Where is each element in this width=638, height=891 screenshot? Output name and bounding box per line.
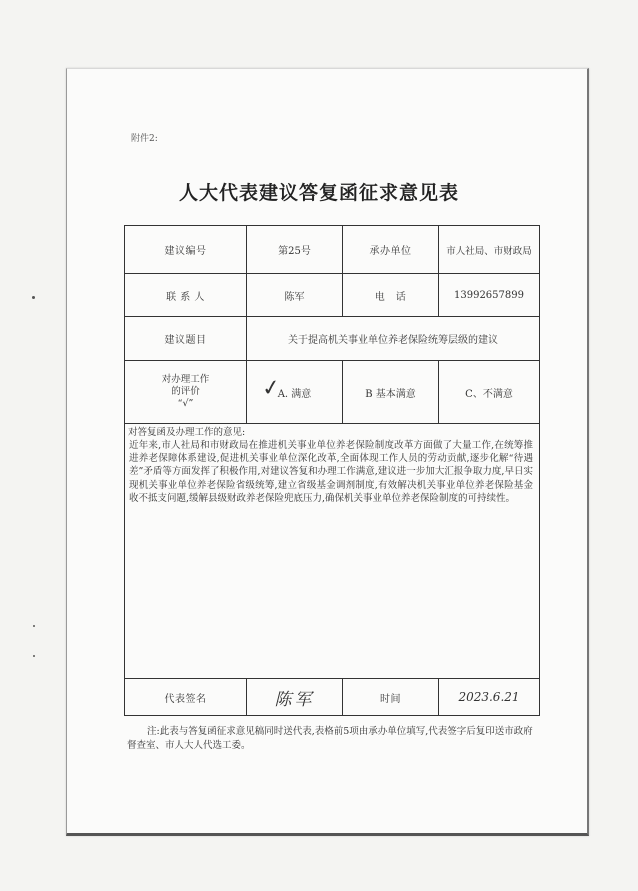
attachment-label: 附件2: [131, 134, 158, 144]
phone-value: 13992657899 [439, 274, 540, 317]
option-b-label: B 基本满意 [365, 388, 416, 400]
opinion-cell [125, 424, 540, 679]
option-c-cell[interactable] [439, 361, 540, 424]
evaluation-label-line1: 对办理工作 [161, 374, 210, 385]
footer-note: 注:此表与答复函征求意见稿同时送代表,表格前5项由承办单位填写,代表签字后复印送市政府督查室、市人大人代选工委。 [127, 726, 533, 751]
opinion-text: 近年来,市人社局和市财政局在推进机关事业单位养老保险制度改革方面做了大量工作,在统筹推进养老保障体系建设,促进机关事业单位深化改革,全面体现工作人员的劳动贡献,逐步化解“待遇差”矛盾等方面发挥了积极作用,对建议答复和办理工作满意,建议进一步加大汇报争取力度,早日实现机关事业单位养老保险省级统筹,建立省级基金调剂制度,有效解决机关事业单位养老保险基金收不抵支问题,缓解县级财政养老保险兜底压力,确保机关事业单位养老保险制度的可持续性。 [129, 440, 533, 504]
option-b-cell[interactable] [343, 361, 439, 424]
scan-speck [32, 296, 35, 299]
checkmark-icon: ✓ [260, 374, 283, 403]
opinion-heading: 对答复函及办理工作的意见: [128, 427, 246, 438]
phone-label: 电 话 [343, 274, 439, 317]
evaluation-label-line3: “√” [177, 398, 194, 409]
handwritten-signature: 陈军 [274, 689, 315, 710]
handling-unit-label: 承办单位 [343, 226, 439, 274]
page-title: 人大代表建议答复函征求意见表 [178, 182, 459, 204]
option-c-label: C、不满意 [465, 388, 513, 400]
handwritten-date: 2023.6.21 [458, 690, 520, 704]
scan-speck [33, 655, 35, 657]
contact-value: 陈军 [247, 274, 343, 317]
signature-label: 代表签名 [125, 679, 247, 716]
proposal-number-label: 建议编号 [125, 226, 247, 274]
time-label: 时间 [343, 679, 439, 716]
signature-cell [247, 679, 343, 716]
topic-label: 建议题目 [125, 317, 247, 361]
contact-label: 联 系 人 [125, 274, 247, 317]
option-a-cell[interactable] [247, 361, 343, 424]
proposal-number-value: 第25号 [247, 226, 343, 274]
time-cell [439, 679, 540, 716]
evaluation-label [125, 361, 247, 424]
handling-unit-value: 市人社局、市财政局 [439, 226, 540, 274]
topic-value: 关于提高机关事业单位养老保险统筹层级的建议 [247, 317, 540, 361]
feedback-form-table [124, 225, 540, 716]
evaluation-label-line2: 的评价 [171, 386, 200, 397]
scan-speck [33, 625, 35, 627]
option-a-label: A. 满意 [277, 388, 312, 400]
